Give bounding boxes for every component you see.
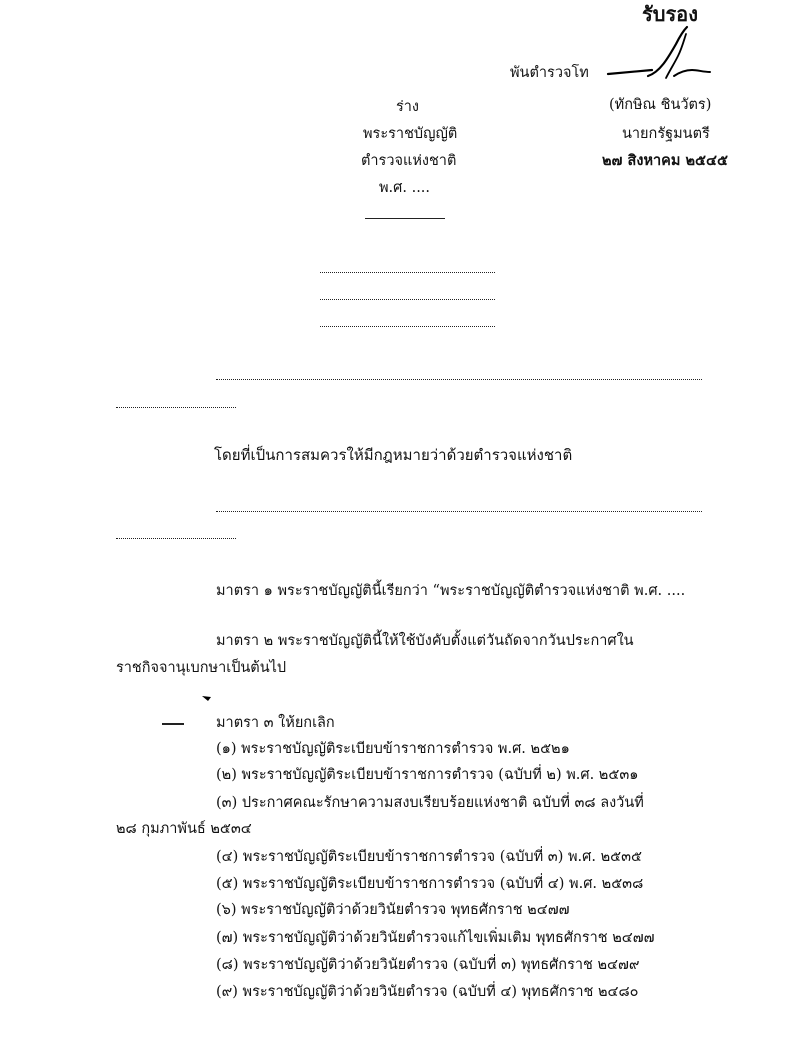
act-year: พ.ศ. .... (379, 180, 431, 196)
preamble-text: โดยที่เป็นการสมควรให้มีกฎหมายว่าด้วยตำรวจแห่งชาติ (214, 446, 573, 464)
signature (600, 20, 715, 85)
act-subject: ตำรวจแห่งชาติ (361, 153, 457, 169)
blank-line (116, 538, 236, 539)
repealed-item-5: (๕) พระราชบัญญัติระเบียบข้าราชการตำรวจ (ฉบับที่ ๔) พ.ศ. ๒๕๓๘ (216, 876, 644, 892)
blank-line (320, 299, 495, 300)
blank-line (320, 272, 495, 273)
act-type: พระราชบัญญัติ (363, 126, 458, 142)
blank-line (116, 407, 236, 408)
approval-date: ๒๗ สิงหาคม ๒๕๔๕ (602, 152, 728, 169)
approver-name: (ทักษิณ ชินวัตร) (609, 97, 712, 113)
repealed-item-2: (๒) พระราชบัญญัติระเบียบข้าราชการตำรวจ (ฉบับที่ ๒) พ.ศ. ๒๕๓๑ (216, 767, 639, 783)
pen-mark (200, 693, 214, 703)
repealed-item-3-continued: ๒๘ กุมภาพันธ์ ๒๕๓๔ (116, 821, 252, 837)
repealed-item-9: (๙) พระราชบัญญัติว่าด้วยวินัยตำรวจ (ฉบับที่ ๔) พุทธศักราช ๒๔๘๐ (216, 984, 639, 1000)
repealed-item-7: (๗) พระราชบัญญัติว่าด้วยวินัยตำรวจแก้ไขเพิ่มเติม พุทธศักราช ๒๔๗๗ (216, 930, 655, 946)
repealed-item-8: (๘) พระราชบัญญัติว่าด้วยวินัยตำรวจ (ฉบับที่ ๓) พุทธศักราช ๒๔๗๙ (216, 957, 640, 973)
approver-position: นายกรัฐมนตรี (622, 126, 710, 142)
repealed-item-6: (๖) พระราชบัญญัติว่าด้วยวินัยตำรวจ พุทธศักราช ๒๔๗๗ (216, 902, 570, 918)
approver-rank: พันตำรวจโท (510, 65, 589, 81)
blank-line (216, 379, 702, 380)
section-1: มาตรา ๑ พระราชบัญญัตินี้เรียกว่า “พระราชบัญญัติตำรวจแห่งชาติ พ.ศ. .... (216, 583, 686, 599)
repealed-item-1: (๑) พระราชบัญญัติระเบียบข้าราชการตำรวจ พ.ศ. ๒๕๒๑ (216, 741, 570, 757)
approval-stamp: รับรอง (642, 2, 698, 26)
repealed-item-3: (๓) ประกาศคณะรักษาความสงบเรียบร้อยแห่งชาติ ฉบับที่ ๓๘ ลงวันที่ (216, 795, 644, 811)
repealed-item-4: (๔) พระราชบัญญัติระเบียบข้าราชการตำรวจ (ฉบับที่ ๓) พ.ศ. ๒๕๓๕ (216, 849, 642, 865)
section-2: มาตรา ๒ พระราชบัญญัตินี้ให้ใช้บังคับตั้งแต่วันถัดจากวันประกาศใน (216, 633, 634, 649)
section-3: มาตรา ๓ ให้ยกเลิก (216, 715, 335, 731)
title-rule (365, 218, 445, 219)
draft-label: ร่าง (396, 99, 420, 115)
margin-dash (162, 723, 184, 725)
blank-line (320, 326, 495, 327)
blank-line (216, 511, 702, 512)
section-2-continued: ราชกิจจานุเบกษาเป็นต้นไป (116, 660, 287, 676)
